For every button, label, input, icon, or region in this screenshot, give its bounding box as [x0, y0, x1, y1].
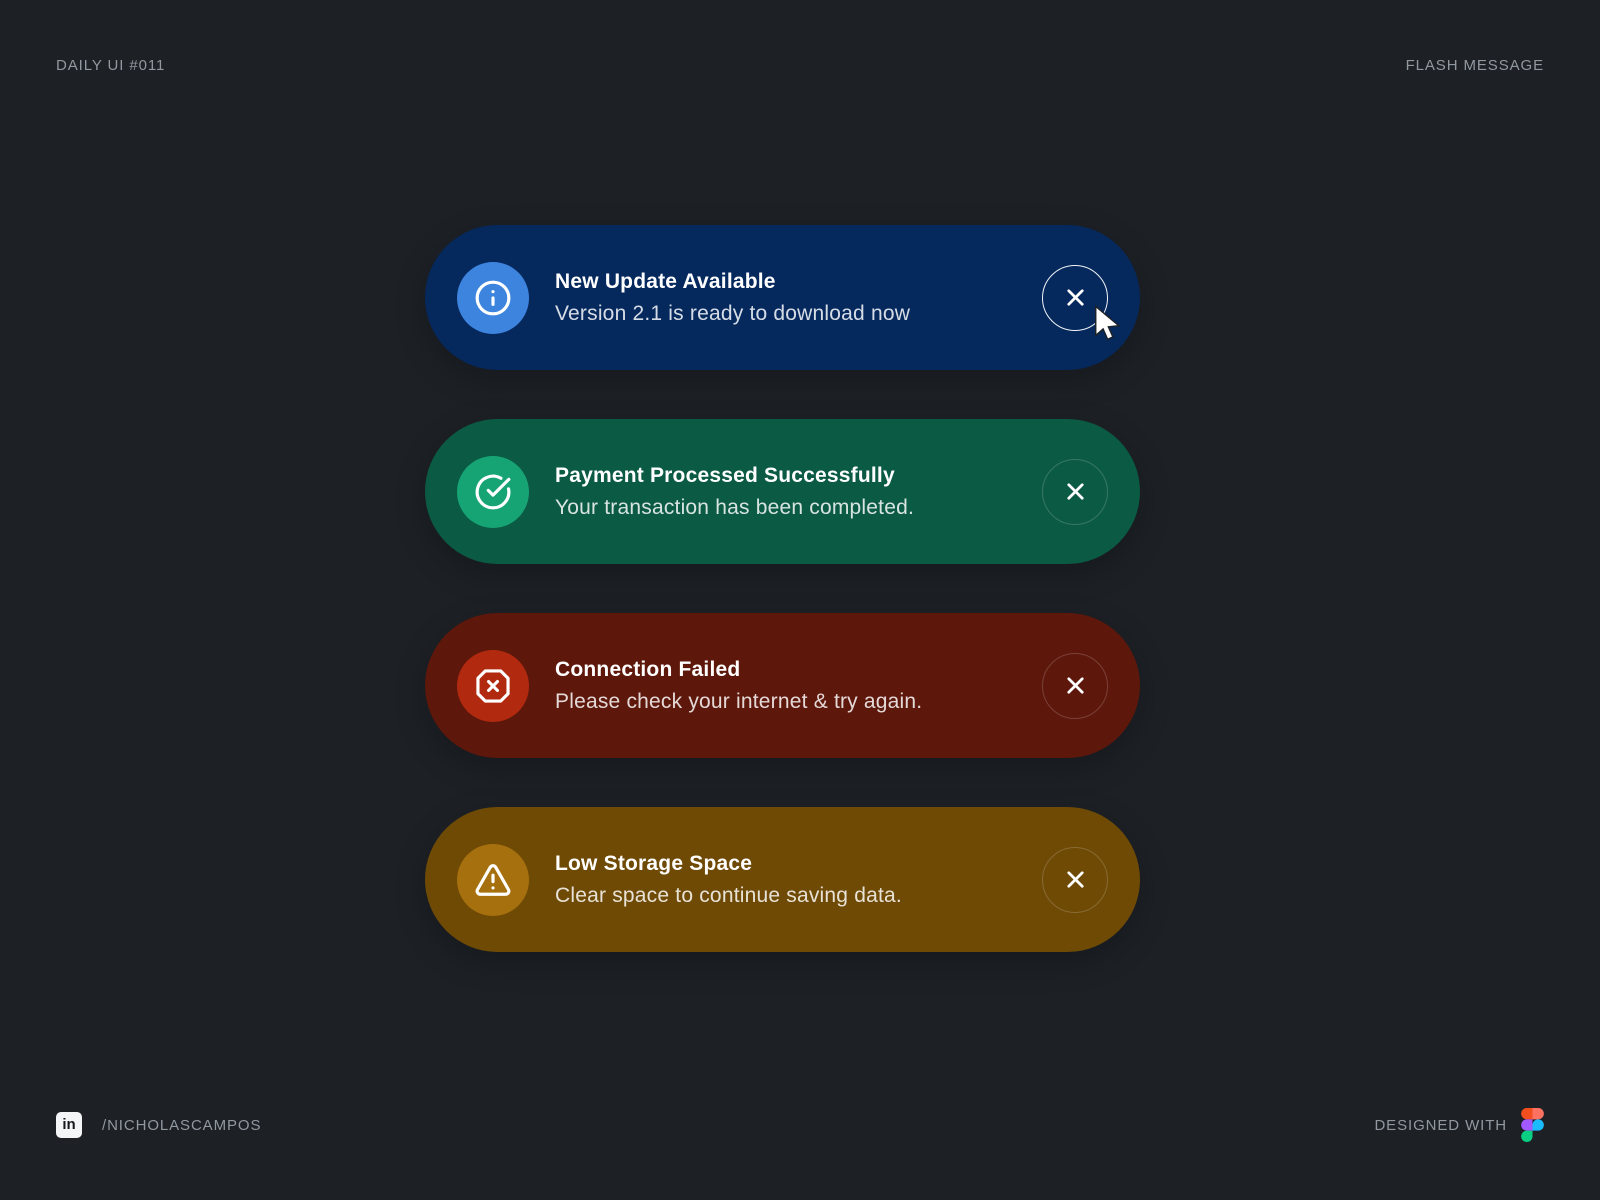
toast-title: Connection Failed — [555, 657, 741, 681]
toast-message: Please check your internet & try again. — [555, 689, 923, 713]
toast-message: Your transaction has been completed. — [555, 495, 914, 519]
page-header — [56, 57, 1544, 74]
toast-title: Payment Processed Successfully — [555, 463, 895, 487]
linkedin-link[interactable] — [56, 1112, 261, 1138]
triangle-alert-icon — [457, 844, 529, 916]
designed-with — [1374, 1108, 1544, 1142]
close-icon — [1062, 284, 1089, 311]
project-label: DAILY UI #011 — [56, 57, 166, 74]
toast-text — [555, 852, 1042, 908]
linkedin-handle: /NICHOLASCAMPOS — [102, 1116, 262, 1134]
toast-warning — [425, 807, 1140, 952]
linkedin-icon: in — [56, 1112, 82, 1138]
info-icon — [457, 262, 529, 334]
close-button[interactable] — [1042, 459, 1108, 525]
close-button[interactable] — [1042, 653, 1108, 719]
page-title: FLASH MESSAGE — [1405, 57, 1544, 74]
toast-success — [425, 419, 1140, 564]
octagon-x-icon — [457, 650, 529, 722]
close-icon — [1062, 672, 1089, 699]
close-button[interactable] — [1042, 847, 1108, 913]
toast-text — [555, 658, 1042, 714]
check-circle-icon — [457, 456, 529, 528]
toast-stack — [425, 225, 1140, 952]
toast-text — [555, 464, 1042, 520]
toast-title: Low Storage Space — [555, 851, 753, 875]
toast-title: New Update Available — [555, 269, 776, 293]
figma-logo-icon — [1521, 1108, 1544, 1142]
close-button[interactable] — [1042, 265, 1108, 331]
close-icon — [1062, 478, 1089, 505]
toast-text — [555, 270, 1042, 326]
toast-message: Version 2.1 is ready to download now — [555, 301, 911, 325]
designed-with-label: DESIGNED WITH — [1374, 1116, 1507, 1134]
page-footer — [56, 1108, 1544, 1142]
toast-message: Clear space to continue saving data. — [555, 883, 902, 907]
toast-error — [425, 613, 1140, 758]
close-icon — [1062, 866, 1089, 893]
toast-info — [425, 225, 1140, 370]
